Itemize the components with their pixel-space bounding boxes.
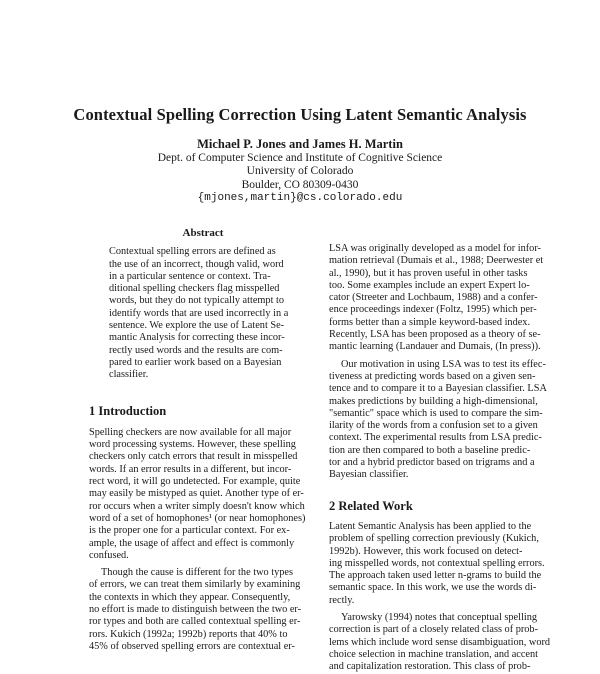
text-line: tiveness at predicting words based on a given sen-	[329, 370, 536, 382]
section-heading-introduction: 1 Introduction	[89, 403, 167, 418]
text-line: classifier.	[109, 369, 149, 381]
text-line: sentence. We explore the use of Latent Se-	[109, 320, 285, 332]
text-line: ror types and both are called contextual spelling er-	[89, 616, 301, 628]
text-line: ence proceedings indexer (Foltz, 1995) which per-	[329, 304, 537, 316]
related-paragraph-1	[329, 521, 557, 607]
intro-paragraph-2	[89, 567, 317, 653]
text-line: correction is part of a closely related class of prob-	[329, 624, 538, 636]
text-line: context. The experimental results from LSA predic-	[329, 432, 542, 444]
text-line: too. Some examples include an expert Expert lo-	[329, 279, 530, 291]
text-line: rectly.	[329, 594, 355, 606]
text-line: mantic Analysis for correcting these incor-	[109, 332, 285, 344]
text-line: cator (Streeter and Lochbaum, 1988) and a confer-	[329, 292, 538, 304]
motivation-paragraph	[329, 359, 557, 482]
text-line: mantic learning (Landauer and Dumais, (In press)).	[329, 341, 541, 353]
text-line: rectly used words and the results are com-	[109, 344, 283, 356]
text-line: the contexts in which they appear. Consequently,	[89, 591, 291, 603]
text-line: rors. Kukich (1992a; 1992b) reports that 40% to	[89, 628, 288, 640]
text-line: no effort is made to distinguish between the two er-	[89, 604, 302, 616]
text-line: semantic space. In this work, we use the words di-	[329, 582, 537, 594]
related-paragraph-2	[329, 612, 557, 673]
text-line: words, but they do not typically attempt to	[109, 295, 285, 307]
location: Boulder, CO 80309-0430	[241, 178, 359, 191]
text-line: rect word, it will go undetected. For example, quite	[89, 476, 301, 488]
intro-paragraph-1	[89, 427, 317, 562]
text-line: ditional spelling checkers flag misspelled	[109, 283, 280, 295]
authors: Michael P. Jones and James H. Martin	[197, 137, 403, 151]
text-line: Our motivation in using LSA was to test its effec-	[341, 358, 546, 370]
text-line: identify words that are used incorrectly in a	[109, 307, 289, 319]
text-line: word processing systems. However, these spelling	[89, 439, 296, 451]
text-line: may easily be mistyped as quiet. Another type of er-	[89, 488, 304, 500]
left-column	[89, 227, 317, 653]
university: University of Colorado	[246, 165, 354, 178]
text-line: tion are then compared to both a baseline predic-	[329, 444, 531, 456]
text-line: 45% of observed spelling errors are contextual er-	[89, 640, 295, 652]
text-line: mation retrieval (Dumais et al., 1988; Deerwester et	[329, 255, 544, 267]
affiliation: Dept. of Computer Science and Institute of Cognitive Science	[157, 151, 443, 164]
text-line: al., 1990), but it has proven useful in other tasks	[329, 267, 528, 279]
email: {mjones,martin}@cs.colorado.edu	[197, 192, 403, 205]
text-line: ilarity of the words from a confusion set to a given	[329, 420, 538, 432]
text-line: Contextual spelling errors are defined as	[109, 246, 276, 258]
text-line: problem of spelling correction previously (Kukich,	[329, 533, 539, 545]
text-line: makes predictions by building a high-dimensional,	[329, 395, 538, 407]
text-line: pared to earlier work based on a Bayesian	[109, 356, 282, 368]
text-line: "semantic" space which is used to compare the sim-	[329, 407, 543, 419]
paper-title: Contextual Spelling Correction Using Latent Semantic Analysis	[73, 105, 527, 124]
text-line: choice selection in machine translation, and accent	[329, 648, 538, 660]
text-line: forms better than a simple keyword-based index.	[329, 316, 531, 328]
text-line: ing misspelled words, not contextual spelling errors.	[329, 557, 545, 569]
text-line: 1992b). However, this work focused on detect-	[329, 545, 523, 557]
text-line: Yarowsky (1994) notes that conceptual spelling	[341, 612, 537, 624]
text-line: lems which include word sense disambiguation, word	[329, 636, 551, 648]
text-line: of errors, we can treat them similarly by examining	[89, 579, 301, 591]
text-line: Latent Semantic Analysis has been applied to the	[329, 520, 532, 532]
text-line: word of a set of homophones¹ (or near homophones)	[89, 512, 306, 524]
text-line: the use of an incorrect, though valid, word	[109, 258, 284, 270]
text-line: ror occurs when a writer simply doesn't know which	[89, 500, 305, 512]
text-line: The approach taken used letter n-grams to build the	[329, 570, 542, 582]
text-line: Recently, LSA has been proposed as a theory of se-	[329, 329, 541, 341]
text-line: ample, the usage of affect and effect is commonly	[89, 537, 295, 549]
text-line: in a particular sentence or context. Tra-	[109, 270, 271, 282]
text-line: Spelling checkers are now available for all major	[89, 426, 292, 438]
text-line: checkers only catch errors that result in misspelled	[89, 451, 298, 463]
right-column	[329, 243, 557, 674]
text-line: tence and to compare it to a Bayesian classifier. LSA	[329, 383, 547, 395]
abstract-body	[109, 246, 299, 381]
text-line: words. If an error results in a different, but incor-	[89, 463, 292, 475]
author-block	[0, 138, 600, 206]
text-line: is the proper one for a particular context. For ex-	[89, 525, 290, 537]
text-line: tor and a hybrid predictor based on trigrams and a	[329, 457, 535, 469]
lsa-history-paragraph	[329, 243, 557, 354]
text-line: LSA was originally developed as a model for infor-	[329, 243, 541, 254]
section-heading-related-work: 2 Related Work	[329, 498, 413, 513]
abstract-heading: Abstract	[182, 227, 224, 239]
text-line: confused.	[89, 549, 129, 561]
text-line: Bayesian classifier.	[329, 469, 409, 481]
text-line: and capitalization restoration. This class of prob-	[329, 661, 531, 673]
text-line: Though the cause is different for the two types	[101, 567, 293, 579]
